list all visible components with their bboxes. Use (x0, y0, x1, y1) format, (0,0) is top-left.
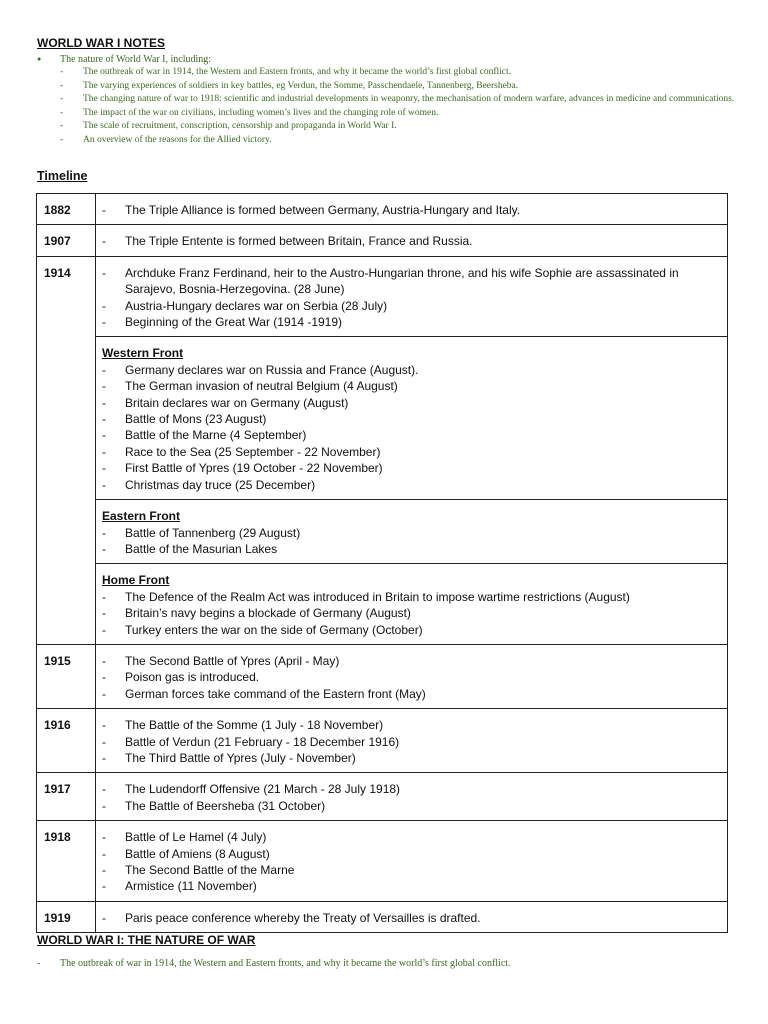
list-item: - The Second Battle of Ypres (April - May) (102, 653, 340, 668)
list-item: - The impact of the war on civilians, including women’s lives and the changing role of women. (60, 107, 439, 118)
table-row (37, 773, 728, 821)
list-item: - Battle of the Masurian Lakes (102, 541, 278, 556)
timeline-table (36, 193, 728, 933)
year-cell: 1915 (37, 644, 96, 708)
events-cell (96, 709, 728, 773)
list-item: - The changing nature of war to 1918: scientific and industrial developments in weaponry, the mechanisation of modern warfare, advances in medicine and communications. (60, 94, 735, 105)
document-title: WORLD WAR I NOTES (37, 36, 165, 50)
events-cell (96, 644, 728, 708)
list-item: - Armistice (11 November) (102, 879, 257, 894)
list-item: - Battle of Le Hamel (4 July) (102, 830, 267, 845)
list-item: - Christmas day truce (25 December) (102, 477, 316, 492)
list-item: - The Second Battle of the Marne (102, 863, 295, 877)
events-cell (96, 256, 728, 337)
list-item: - First Battle of Ypres (19 October - 22 November) (102, 461, 383, 476)
list-item: - Battle of Tannenberg (29 August) (102, 525, 301, 540)
bullet-icon: ● (37, 55, 42, 63)
list-item: - Poison gas is introduced. (102, 670, 260, 685)
list-item: - The Battle of Beersheba (31 October) (102, 798, 326, 813)
list-item: - Britain’s navy begins a blockade of Germany (August) (102, 606, 411, 621)
table-row (37, 821, 728, 902)
list-item: - Britain declares war on Germany (August) (102, 395, 349, 410)
list-item: - The Triple Alliance is formed between Germany, Austria-Hungary and Italy. (102, 203, 521, 217)
list-item: - The Third Battle of Ypres (July - November) (102, 750, 356, 765)
year-cell: 1916 (37, 709, 96, 773)
syllabus-bullet (37, 53, 737, 66)
year-cell: 1919 (37, 901, 96, 932)
list-item: - Germany declares war on Russia and France (August). (102, 362, 419, 377)
events-cell (96, 773, 728, 821)
year-cell: 1907 (37, 225, 96, 256)
list-item: - The varying experiences of soldiers in key battles, eg Verdun, the Somme, Passchendaele, Tannenberg, Beersheba. (60, 80, 519, 91)
list-item: - The outbreak of war in 1914, the Western and Eastern fronts, and why it became the world’s first global conflict. (60, 67, 512, 77)
events-cell (96, 901, 728, 932)
list-item: - German forces take command of the Eastern front (May) (102, 686, 426, 701)
list-item: - Battle of the Marne (4 September) (102, 428, 307, 443)
year-cell: 1914 (37, 256, 96, 644)
list-item: - The German invasion of neutral Belgium (4 August) (102, 379, 398, 394)
list-item: - The Ludendorff Offensive (21 March - 28 July 1918) (102, 782, 401, 797)
western-front-heading: Western Front (102, 346, 184, 361)
nature-of-war-heading: WORLD WAR I: THE NATURE OF WAR (37, 933, 256, 947)
table-row (37, 500, 728, 564)
list-item: - Turkey enters the war on the side of Germany (October) (102, 622, 423, 637)
list-item: - The Defence of the Realm Act was introduced in Britain to impose wartime restrictions (August) (102, 589, 630, 604)
list-item: - Archduke Franz Ferdinand, heir to the Austro-Hungarian throne, and his wife Sophie are assassinated in Sarajevo, Bosnia-Herzegovina. (28 June) (102, 265, 679, 297)
year-cell: 1882 (37, 194, 96, 225)
list-item: - Battle of Amiens (8 August) (102, 846, 270, 861)
table-row (37, 337, 728, 500)
list-item: - Battle of Verdun (21 February - 18 December 1916) (102, 734, 400, 749)
timeline-heading: Timeline (37, 169, 88, 183)
western-front-cell (96, 337, 728, 500)
table-row (37, 225, 728, 256)
table-row (37, 564, 728, 645)
table-row (37, 709, 728, 773)
list-item: - Battle of Mons (23 August) (102, 412, 267, 427)
list-item: - Beginning of the Great War (1914 -1919) (102, 315, 343, 330)
syllabus-bullet-text: The nature of World War I, including: (60, 54, 212, 65)
list-item: - An overview of the reasons for the Allied victory. (60, 134, 272, 145)
table-row (37, 256, 728, 337)
table-row (37, 644, 728, 708)
list-item: - The scale of recruitment, conscription, censorship and propaganda in World War I. (60, 121, 397, 132)
home-front-cell (96, 564, 728, 645)
syllabus-intro (37, 53, 737, 148)
events-cell (96, 821, 728, 902)
table-row (37, 194, 728, 225)
list-item: - Austria-Hungary declares war on Serbia (28 July) (102, 298, 388, 313)
eastern-front-cell (96, 500, 728, 564)
eastern-front-heading: Eastern Front (102, 509, 181, 524)
document-page: WORLD WAR I NOTES ● The nature of World War I, including: - The outbreak of war in 1914, the Western and Eastern fronts, and why it became the world’s first global conflict. - The varying experiences of soldiers in key battles, eg Verdun, the Somme, Passchendaele, Tannenberg, Beersheba. - The changing nature of war to 1918: scientific and industrial developments in weaponry, the mechanisation of modern warfare, advances in medicine and communications. - The impact of the war on civilians, including women’s lives and the changing role of women. - The scale of recruitment, conscription, censorship and propaganda in World War I. - An overview of the reasons for the Allied victory. Timeline 1882 - The Triple Alliance is formed between Germany, Austria-Hungary and Italy. 1907 - The Triple Entente is formed between Britain, France and Russia. 1914 - Archduke Franz Ferdinand, heir to the Austro-Hungarian throne, and his wife Sophie are assassinated in Sarajevo, Bosnia-Herzegovina. (28 June) - Austria-Hungary declares war on Serbia (28 July) - Beginning of the Great War (1914 -1919) Western Front - Germany declares war on Russia and France (August). - The German invasion of neutral Belgium (4 August) - Britain declares war on Germany (August) - Battle of Mons (23 August) - Battle of the Marne (4 September) - Race to the Sea (25 September - 22 November) - First Battle of Ypres (19 October - 22 November) - Christmas day truce (25 December) Eastern Front - Battle of Tannenberg (29 August) - Battle of the Masurian Lakes Home Front - The Defence of the Realm Act was introduced in Britain to impose wartime restrictions (August) - Britain’s navy begins a blockade of Germany (August) - Turkey enters the war on the side of Germany (October) 1915 - The Second Battle of Ypres (April - May) - Poison gas is introduced. - German forces take command of the Eastern front (May) 1916 - The Battle of the Somme (1 July - 18 November) - Battle of Verdun (21 February - 18 December 1916) - The Third Battle of Ypres (July - November) 1917 - The Ludendorff Offensive (21 March - 28 July 1918) - The Battle of Beersheba (31 October) 1918 - Battle of Le Hamel (4 July) - Battle of Amiens (8 August) - The Second Battle of the Marne - Armistice (11 November) 1919 - Paris peace conference whereby the Treaty of Versailles is drafted. WORLD WAR I: THE NATURE OF WAR - The outbreak of war in 1914, the Western and Eastern fronts, and why it became the world’s first global conflict. (0, 0, 768, 1024)
list-item: - Paris peace conference whereby the Treaty of Versailles is drafted. (102, 910, 481, 925)
list-item: - The Triple Entente is formed between Britain, France and Russia. (102, 234, 473, 249)
syllabus-list (37, 66, 737, 148)
list-item: - The Battle of the Somme (1 July - 18 November) (102, 718, 384, 733)
events-cell (96, 225, 728, 256)
year-cell: 1917 (37, 773, 96, 821)
events-cell (96, 194, 728, 225)
table-row (37, 901, 728, 932)
year-cell: 1918 (37, 821, 96, 902)
home-front-heading: Home Front (102, 573, 170, 588)
list-item: - Race to the Sea (25 September - 22 November) (102, 444, 381, 459)
